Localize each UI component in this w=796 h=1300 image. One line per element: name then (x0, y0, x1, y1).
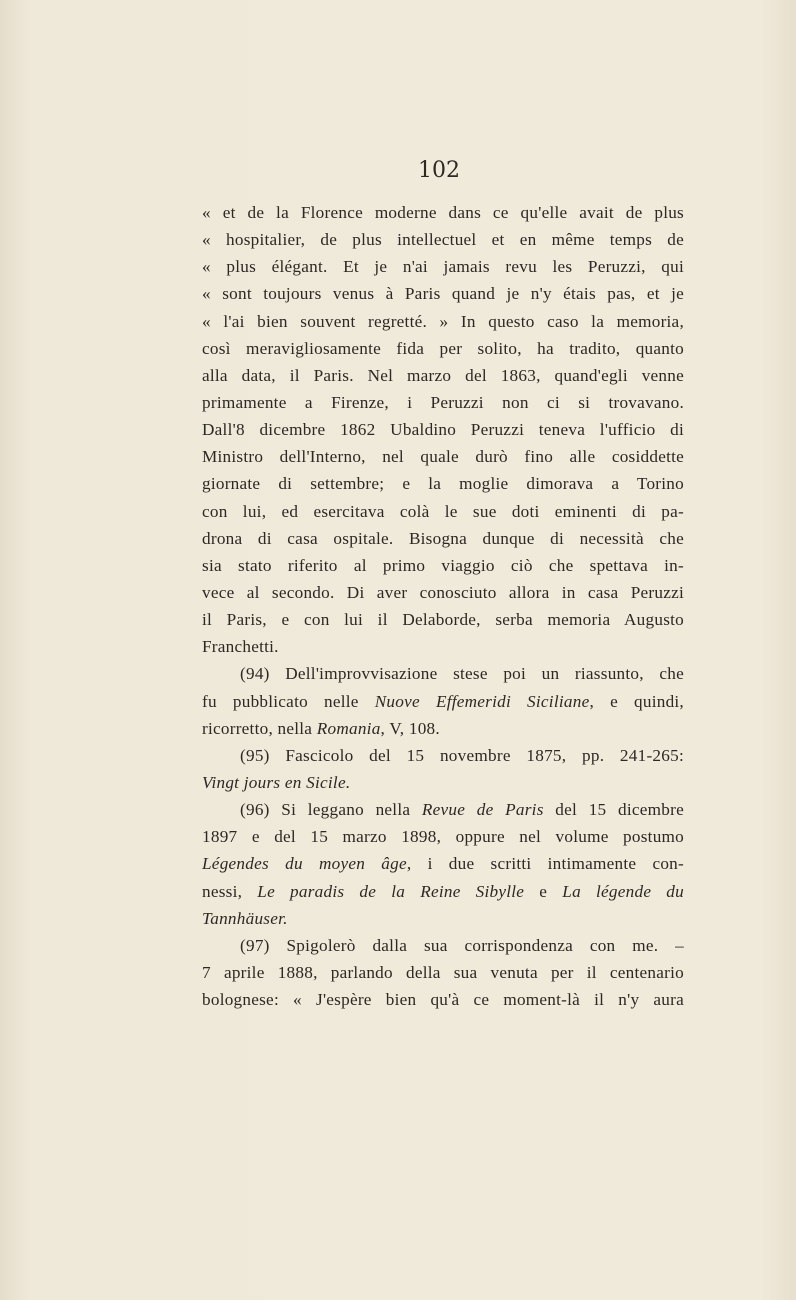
text-line (202, 769, 684, 796)
body-text (202, 199, 684, 1013)
text-line: « et de la Florence moderne dans ce qu'elle avait de plus (202, 203, 684, 222)
text-line: con lui, ed esercitava colà le sue doti eminenti di pa- (202, 501, 684, 521)
text-line (202, 688, 684, 715)
text-line (202, 905, 684, 932)
text-line: vece al secondo. Di aver conosciuto allora in casa Peruzzi (202, 582, 684, 602)
text-line (202, 660, 684, 687)
text-line (202, 959, 684, 986)
text-run: nessi, (202, 881, 258, 901)
text-run: (96) Si leggano nella (240, 800, 422, 820)
text-line (202, 878, 684, 905)
page-number: 102 (418, 158, 460, 183)
text-line (202, 850, 684, 877)
text-run: fu pubblicato nelle (202, 691, 375, 711)
italic-text-run: La légende du (562, 881, 684, 901)
text-run: e (524, 881, 563, 901)
italic-text-run: Revue de Paris (421, 800, 544, 820)
text-run: del 15 dicembre (543, 800, 684, 820)
text-line: Franchetti. (202, 637, 279, 657)
text-run: ricorretto, nella (202, 718, 317, 738)
text-line: « hospitalier, de plus intellectuel et en même temps de (202, 230, 684, 250)
text-run: 1897 e del 15 marzo 1898, oppure nel volume postumo (202, 827, 684, 847)
text-line: « l'ai bien souvent regretté. » In questo caso la memoria, (202, 311, 684, 331)
text-run: 7 aprile 1888, parlando della sua venuta per il centenario (202, 962, 684, 982)
text-run: (94) Dell'improvvisazione stese poi un riassunto, che (240, 664, 684, 684)
text-run: (97) Spigolerò dalla sua corrispondenza con me. – (240, 935, 684, 955)
italic-text-run: Romania (316, 718, 381, 738)
text-line (202, 986, 684, 1013)
text-line: così meravigliosamente fida per solito, ha tradito, quanto (202, 338, 684, 358)
text-line: sia stato riferito al primo viaggio ciò che spettava in- (202, 555, 684, 575)
text-run: (95) Fascicolo del 15 novembre 1875, pp. 241-265: (240, 745, 684, 765)
text-line: « sont toujours venus à Paris quand je n'y étais pas, et je (202, 284, 684, 304)
italic-text-run: Le paradis de la Reine Sibylle (257, 881, 525, 901)
italic-text-run: Tannhäuser. (202, 908, 288, 928)
text-line: alla data, il Paris. Nel marzo del 1863, quand'egli venne (202, 365, 684, 385)
text-line: primamente a Firenze, i Peruzzi non ci si trovavano. (202, 392, 684, 412)
text-line (202, 742, 684, 769)
text-line: giornate di settembre; e la moglie dimorava a Torino (202, 474, 684, 494)
text-run: , V, 108. (380, 718, 440, 738)
text-line (202, 823, 684, 850)
text-line: drona di casa ospitale. Bisogna dunque di necessità che (202, 528, 684, 548)
text-line (202, 932, 684, 959)
text-line (202, 715, 684, 742)
italic-text-run: Légendes du moyen âge (202, 854, 407, 874)
text-line: Ministro dell'Interno, nel quale durò fino alle cosiddette (202, 447, 684, 467)
text-line: Dall'8 dicembre 1862 Ubaldino Peruzzi teneva l'ufficio di (202, 420, 684, 440)
text-line: « plus élégant. Et je n'ai jamais revu les Peruzzi, qui (202, 257, 684, 277)
italic-text-run: Vingt jours en Sicile. (202, 772, 351, 792)
italic-text-run: Nuove Effemeridi Siciliane (374, 691, 590, 711)
text-run: bolognese: « J'espère bien qu'à ce moment-là il n'y aura (202, 990, 684, 1010)
text-run: , i due scritti intimamente con- (406, 854, 685, 874)
text-run: , e quindi, (589, 691, 684, 711)
text-line: il Paris, e con lui il Delaborde, serba memoria Augusto (202, 610, 684, 630)
text-line (202, 796, 684, 823)
